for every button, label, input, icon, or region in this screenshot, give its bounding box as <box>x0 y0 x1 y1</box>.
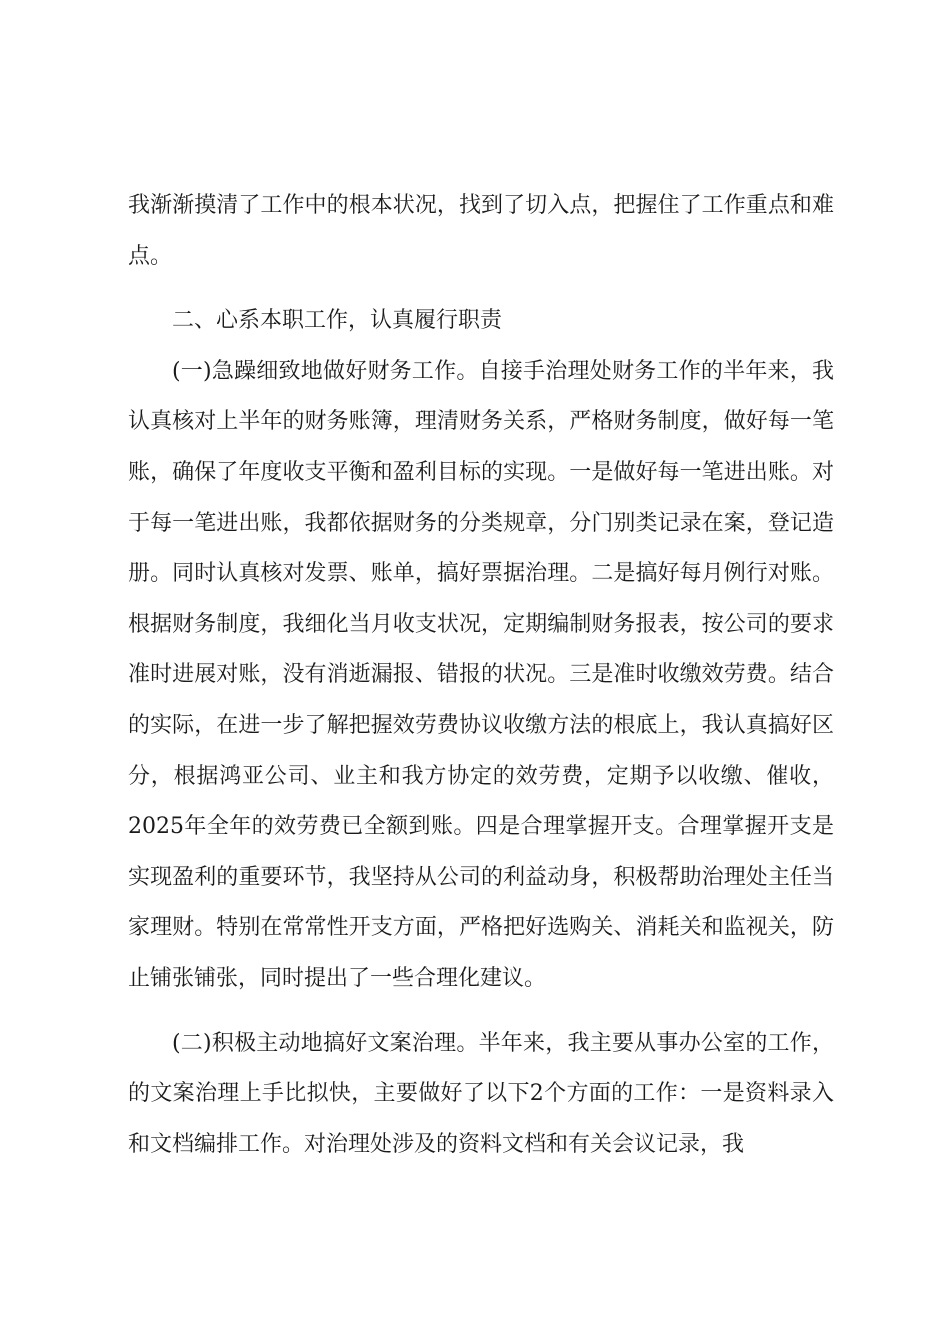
section-heading: 二、心系本职工作，认真履行职责 <box>172 308 503 334</box>
paragraph-continuation: 我渐渐摸清了工作中的根本状况，找到了切入点，把握住了工作重点和难点。 <box>128 193 834 269</box>
document-body <box>128 181 834 1170</box>
paragraph-document-management: (二)积极主动地搞好文案治理。半年来，我主要从事办公室的工作，的文案治理上手比拟快，主要做好了以下2个方面的工作：一是资料录入和文档编排工作。对治理处涉及的资料文档和有关会议记录，我 <box>128 1030 834 1157</box>
paragraph-finance-work: (一)急躁细致地做好财务工作。自接手治理处财务工作的半年来，我认真核对上半年的财务账簿，理清财务关系，严格财务制度，做好每一笔账，确保了年度收支平衡和盈利目标的实现。一是做好每一笔进出账。对于每一笔进出账，我都依据财务的分类规章，分门别类记录在案，登记造册。同时认真核对发票、账单，搞好票据治理。二是搞好每月例行对账。根据财务制度，我细化当月收支状况，定期编制财务报表，按公司的要求准时进展对账，没有消逝漏报、错报的状况。三是准时收缴效劳费。结合的实际，在进一步了解把握效劳费协议收缴方法的根底上，我认真搞好区分，根据鸿亚公司、业主和我方协定的效劳费，定期予以收缴、催收，2025年全年的效劳费已全额到账。四是合理掌握开支。合理掌握开支是实现盈利的重要环节，我坚持从公司的利益动身，积极帮助治理处主任当家理财。特别在常常性开支方面，严格把好选购关、消耗关和监视关，防止铺张铺张，同时提出了一些合理化建议。 <box>128 358 834 991</box>
